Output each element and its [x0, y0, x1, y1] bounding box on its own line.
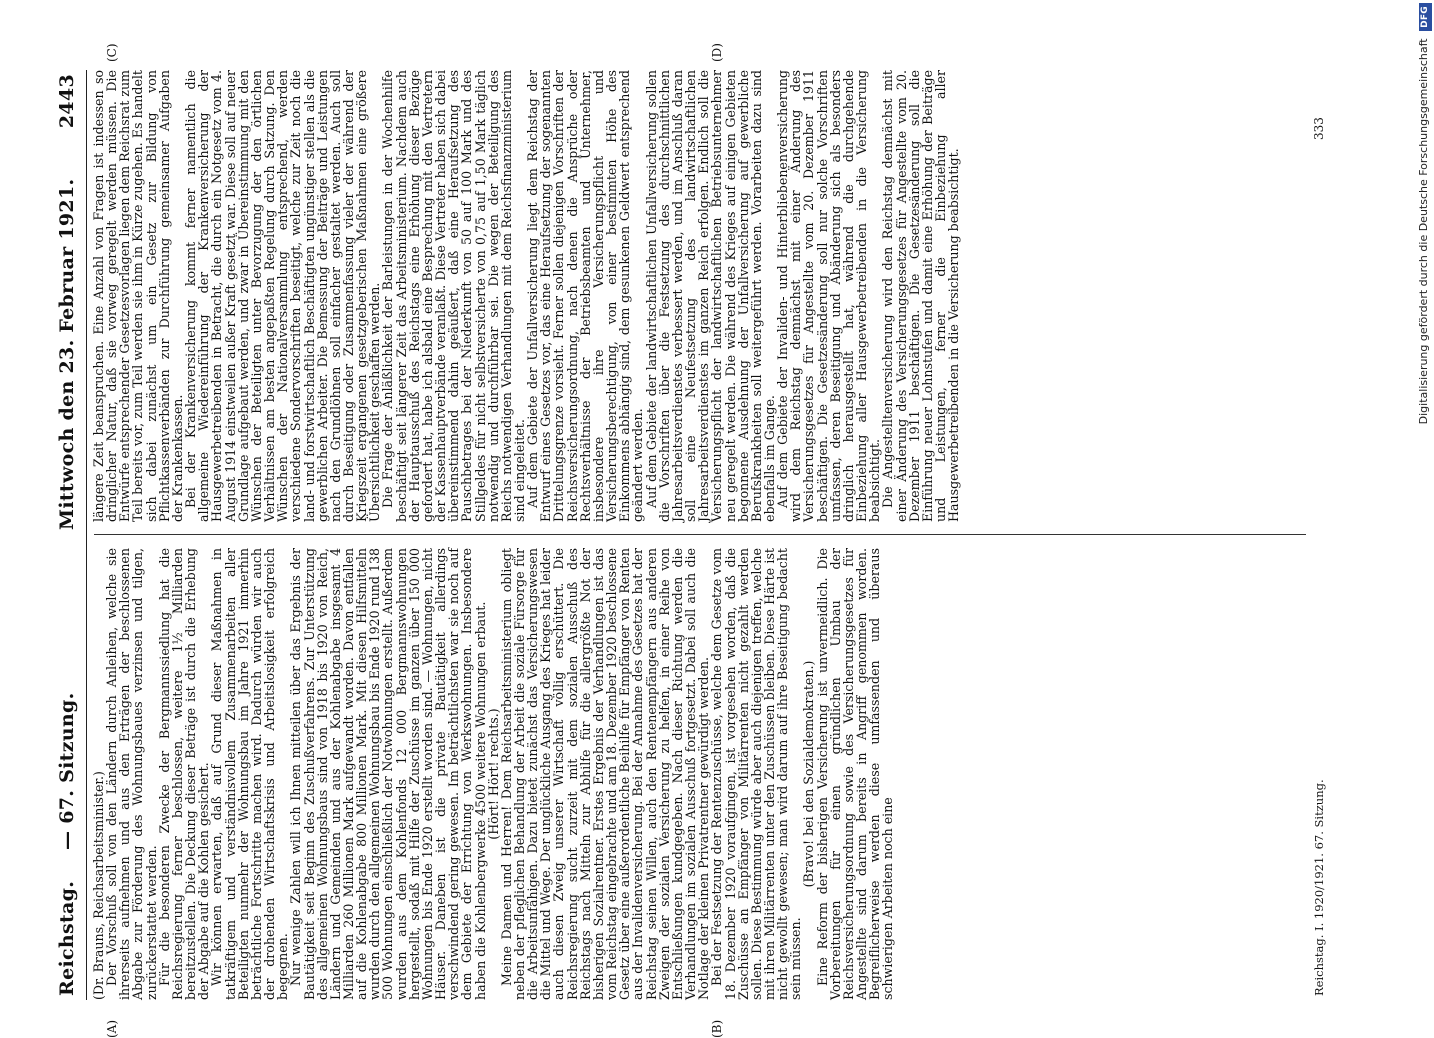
footer-number: 333 — [1312, 117, 1326, 140]
page-header — [50, 70, 84, 1000]
paragraph: Wir können erwarten, daß auf Grund dieser Maßnahmen in tatkräftigem und verständnisvollem Zusammenarbeiten aller Beteiligten nunmehr der Wohnungsbau im Jahre 1921 immerhin beträchtliche Fortschritte machen wird. Dadurch würden wir auch der drohenden Wirtschaftskrisis und Arbeitslosigkeit erfolgreich begegnen. — [209, 548, 291, 1000]
page-number: 2443 — [56, 74, 78, 129]
credit-text: Digitalisierung gefördert durch die Deutsche Forschungsgemeinschaft — [1417, 38, 1430, 425]
margin-marker-a: (A) — [105, 1019, 119, 1038]
header-session: — 67. Sitzung. — [56, 692, 78, 850]
paragraph: Die Angestelltenversicherung wird den Reichstag demnächst mit einer Änderung des Versicherungsgesetzes für Angestellte vom 20. Dezember 1911 beschäftigen. Die Gesetzesänderung soll die Einführung neuer Lohnstufen und damit eine Erhöhung der Beiträge und Leistungen, ferner die Einbeziehung aller Hausgewerbetreibenden in die Versicherung beabsichtigt. — [880, 70, 962, 522]
interjection: (Bravo! bei den Sozialdemokraten.) — [801, 660, 817, 888]
paragraph: Der Vorschuß soll von den Ländern durch Anleihen, welche sie ihrerseits aufnehmen und aus den Erträgen der beschlossenen Abgabe zur Förderung des Wohnungsbaues verzinsen und tilgen, zurückerstattet werden. — [104, 548, 159, 1000]
margin-marker-b: (B) — [710, 1019, 724, 1038]
digitization-credit — [1416, 3, 1434, 997]
paragraph: Meine Damen und Herren! Dem Reichsarbeitsministerium obliegt neben der pfleglichen Behandlung der Arbeit die soziale Fürsorge für die Arbeitsunfähigen. Dazu bietet zunächst das Versicherungswesen die Mittel und Wege. Der unglückliche Ausgang des Krieges hat leider auch diesen Zweig unserer Wirtschaft völlig erschüttert. Die Reichsregierung sucht zurzeit mit dem sozialen Ausschuß des Reichstags nach Mitteln zur Abhilfe für die allergrößte Not der bisherigen Sozialrentner. Erstes Ergebnis der Verhandlungen ist das vom Reichstag eingebrachte und am 18. Dezember 1920 beschlossene Gesetz über eine außerordentliche Beihilfe für Empfänger von Renten aus der Invalidenversicherung. Bei der Annahme des Gesetzes hat der Reichstag seinen Willen, auch den Rentenempfängern aus anderen Zweigen der sozialen Versicherung zu helfen, in einer Reihe von Entschließungen kundgegeben. Nach dieser Richtung werden die Verhandlungen im sozialen Ausschuß fortgesetzt. Dabei soll auch die Notlage der kleinen Privatrentner gewürdigt werden. — [498, 548, 712, 1000]
dfg-logo: DFG — [1419, 3, 1432, 31]
paragraph: Die Frage der Anläßlichkeit der Barleistungen in der Wochenhilfe beschäftigt seit längerer Zeit das Arbeitsministerium. Nachdem auch der Hauptausschuß des Reichstags eine Erhöhung dieser Bezüge gefordert hat, habe ich alsbald eine Besprechung mit den Vertretern der Kassenhauptverbände veranlaßt. Diese Vertreter haben sich dabei übereinstimmend dahin geäußert, daß eine Heraufsetzung des Pauschbetrages bei der Niederkunft von 50 auf 100 Mark und des Stillgeldes für nicht selbstversicherte von 0,75 auf 1,50 Mark täglich notwendig und durchführbar sei. Die wegen der Beteiligung des Reichs notwendigen Verhandlungen mit dem Reichsfinanzministerium sind eingeleitet. — [380, 70, 527, 522]
header-parliament: Reichstag. — [56, 880, 78, 996]
margin-marker-c: (C) — [105, 43, 119, 62]
paragraph: Auf dem Gebiete der Unfallversicherung liegt dem Reichstag der Entwurf eines Gesetzes vor, das eine Heraufsetzung der sogenannten Drittelungsgrenze vorsieht. Ferner sollen diejenigen Vorschriften der Reichsversicherungsordnung, nach denen die Ansprüche oder Rechtsverhältnisse der Betriebsbeamten und Unternehmer, insbesondere ihre Versicherungspflicht und Versicherungsberechtigung, von einer bestimmten Höhe des Einkommens abhängig sind, dem gesunkenen Geldwert entsprechend geändert werden. — [525, 70, 646, 522]
column-divider — [94, 534, 1306, 535]
interjection: (Hört! Hört! rechts.) — [485, 708, 501, 840]
paragraph: Für die besonderen Zwecke der Bergmannssiedlung hat die Reichsregierung ferner beschlossen, weitere 1½ Milliarden bereitzustellen. Die Deckung dieser Beträge ist durch die Erhebung der Abgabe auf die Kohlen gesichert. — [156, 548, 212, 1000]
header-rule — [86, 70, 87, 1000]
paragraph: Auf dem Gebiete der Invaliden- und Hinterbliebenenversicherung wird dem Reichstag demnächst mit einer Änderung des Versicherungsgesetzes für Angestellte vom 20. Dezember 1911 beschäftigen. Die Gesetzesänderung soll nur solche Vorschriften umfassen, deren Beseitigung und Abänderung sich als besonders dringlich herausgestellt hat, während die durchgehende Einbeziehung aller Hausgewerbetreibenden in die Versicherung beabsichtigt. — [775, 70, 883, 522]
paragraph: Eine Reform der bisherigen Versicherung ist unvermeidlich. Die Vorbereitungen für einen gründlichen Umbau der Reichsversicherungsordnung sowie des Versicherungsgesetzes für Angestellte sind darum bereits in Angriff genommen worden. Begreiflicherweise werden diese umfassenden und überaus schwierigen Arbeiten noch eine — [814, 548, 896, 1000]
text-column-right — [92, 70, 1307, 522]
speaker-line: (Dr. Brauns, Reichsarbeitsminister.) — [91, 771, 106, 1000]
margin-marker-d: (D) — [710, 43, 724, 62]
paragraph: Nur wenige Zahlen will ich Ihnen mitteilen über das Ergebnis der Bautätigkeit seit Beginn des Zuschußverfahrens. Zur Unterstützung des allgemeinen Wohnungsbaus sind von 1918 bis 1920 von Reich, Ländern und Gemeinden und aus der Kohlenabgabe insgesamt 4 Milliarden 260 Millionen Mark aufgewandt worden. Davon entfallen auf die Kohlenabgabe 800 Millionen Mark. Mit diesen Hilfsmitteln wurden durch den allgemeinen Wohnungsbau bis Ende 1920 rund 138 500 Wohnungen einschließlich der Notwohnungen erstellt. Außerdem wurden aus dem Kohlenfonds 12 000 Bergmannswohnungen hergestellt, sodaß mit Hilfe der Zuschüsse im ganzen über 150 000 Wohnungen bis Ende 1920 erstellt worden sind. — Wohnungen, nicht Häuser. Daneben ist die private Bautätigkeit allerdings verschwindend gering gewesen. Im beträchtlichsten war sie noch auf dem Gebiete der Errichtung von Werkswohnungen. Insbesondere haben die Kohlenbergwerke 4500 weitere Wohnungen erbaut. — [288, 548, 488, 1000]
paragraph: längere Zeit beanspruchen. Eine Anzahl von Fragen ist indessen so dringlicher Natur, daß sie vorweg geregelt werden müssen. Die Entwürfe entsprechender Gesetzesvorlagen liegen dem Reichsrat zum Teil bereits vor, zum Teil werden sie ihm in Kürze zugehen. Es handelt sich dabei zunächst um ein Gesetz zur Bildung von Pflichtkassenverbänden zur Durchführung gemeinsamer Aufgaben der Krankenkassen. — [91, 70, 185, 522]
page-content — [50, 43, 1330, 1038]
footer-reference: Reichstag. I. 1920/1921. 67. Sitzung. — [1312, 779, 1326, 996]
paragraph: Bei der Krankenversicherung kommt ferner namentlich die allgemeine Wiedereinführung der Krankenversicherung der Hausgewerbetreibenden in Betracht, die durch ein Notgesetz vom 4. August 1914 einstweilen außer Kraft gesetzt war. Diese soll auf neuer Grundlage aufgebaut werden, und zwar in Übereinstimmung mit den Wünschen der Beteiligten unter Bevorzugung der den örtlichen Verhältnissen am besten angepaßten Regelung durch Satzung. Den Wünschen der Nationalversammlung entsprechend, werden verschiedene Sondervorschriften beseitigt, welche zur Zeit noch die land- und forstwirtschaftlich Beschäftigten ungünstiger stellen als die gewerblichen Arbeiter. Die Bemessung der Beiträge und Leistungen nach den Grundlöhnen soll einfacher gestaltet werden. Auch soll durch Beseitigung oder Zusammenfassung vieler der während der Kriegszeit ergangenen gesetzgeberischen Maßnahmen eine größere Übersichtlichkeit geschaffen werden. — [183, 70, 383, 522]
text-column-left — [92, 548, 1307, 1000]
paragraph: Bei der Festsetzung der Rentenzuschüsse, welche dem Gesetze vom 18. Dezember 1920 voraufgingen, ist vorgesehen worden, daß die Zuschüsse an Empfänger von Militärrenten nicht gezahlt werden sollen. Diese Bestimmung würde aber auch diejenigen treffen, welche mit ihren Militärrenten unter den Zuschüssen bleiben. Diese Härte ist nicht gewollt gewesen; man wird darum auf ihre Beseitigung bedacht sein müssen. — [709, 548, 804, 1000]
paragraph: Auf dem Gebiete der landwirtschaftlichen Unfallversicherung sollen die Vorschriften über die Festsetzung des durchschnittlichen Jahresarbeitsverdienstes verbessert werden, und im Anschluß daran soll eine Neufestsetzung des landwirtschaftlichen Jahresarbeitsverdienstes im ganzen Reich erfolgen. Endlich soll die Versicherungspflicht der landwirtschaftlichen Betriebsunternehmer neu geregelt werden. Die während des Krieges auf einigen Gebieten begonnene Ausdehnung der Unfallversicherung auf gewerbliche Berufskrankheiten soll weitergeführt werden. Vorarbeiten dazu sind ebenfalls im Gange. — [643, 70, 777, 522]
header-date: Mittwoch den 23. Februar 1921. — [56, 178, 78, 530]
